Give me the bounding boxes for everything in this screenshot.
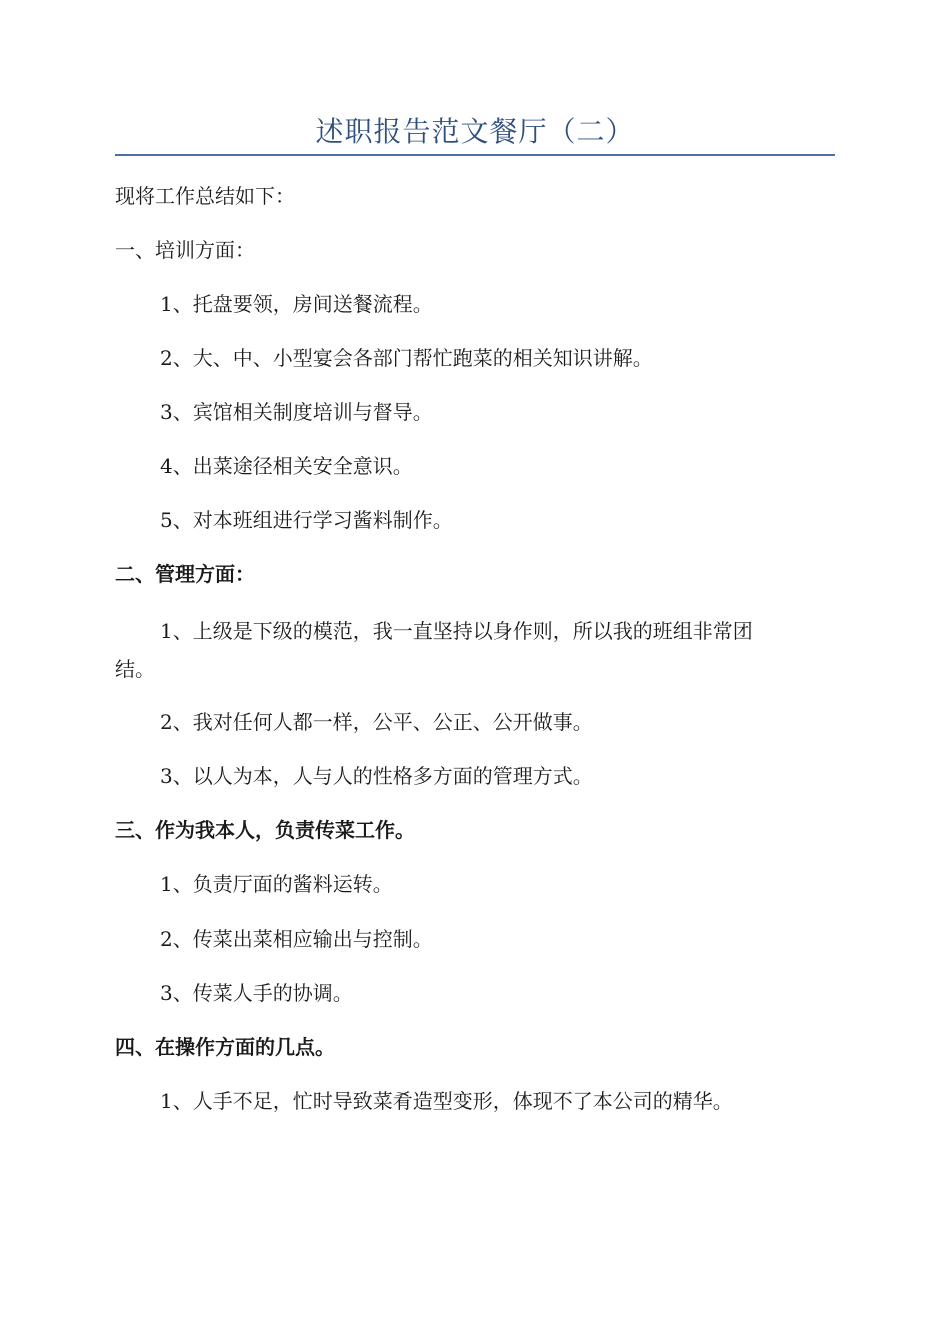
responsibility-item-2: 2、传菜出菜相应输出与控制。 bbox=[160, 927, 433, 951]
section-heading-responsibility: 三、作为我本人，负责传菜工作。 bbox=[115, 818, 415, 842]
intro-text: 现将工作总结如下： bbox=[115, 184, 295, 208]
management-item-2: 2、我对任何人都一样，公平、公正、公开做事。 bbox=[160, 710, 593, 734]
training-item-1: 1、托盘要领，房间送餐流程。 bbox=[160, 292, 433, 316]
title-underline bbox=[115, 154, 835, 156]
training-item-3: 3、宾馆相关制度培训与督导。 bbox=[160, 400, 433, 424]
section-heading-operations: 四、在操作方面的几点。 bbox=[115, 1035, 335, 1059]
training-item-2: 2、大、中、小型宴会各部门帮忙跑菜的相关知识讲解。 bbox=[160, 346, 653, 370]
responsibility-item-3: 3、传菜人手的协调。 bbox=[160, 981, 353, 1005]
management-item-3: 3、以人为本，人与人的性格多方面的管理方式。 bbox=[160, 764, 593, 788]
document-title: 述职报告范文餐厅（二） bbox=[315, 115, 635, 148]
operations-item-1: 1、人手不足，忙时导致菜肴造型变形，体现不了本公司的精华。 bbox=[160, 1089, 733, 1113]
training-item-4: 4、出菜途径相关安全意识。 bbox=[160, 454, 413, 478]
management-item-1: 1、上级是下级的模范，我一直坚持以身作则，所以我的班组非常团 bbox=[160, 619, 753, 643]
section-heading-training: 一、培训方面： bbox=[115, 238, 255, 262]
responsibility-item-1: 1、负责厅面的酱料运转。 bbox=[160, 872, 393, 896]
training-item-5: 5、对本班组进行学习酱料制作。 bbox=[160, 508, 453, 532]
section-heading-management: 二、管理方面： bbox=[115, 562, 255, 586]
management-item-1-continued: 结。 bbox=[115, 657, 155, 681]
